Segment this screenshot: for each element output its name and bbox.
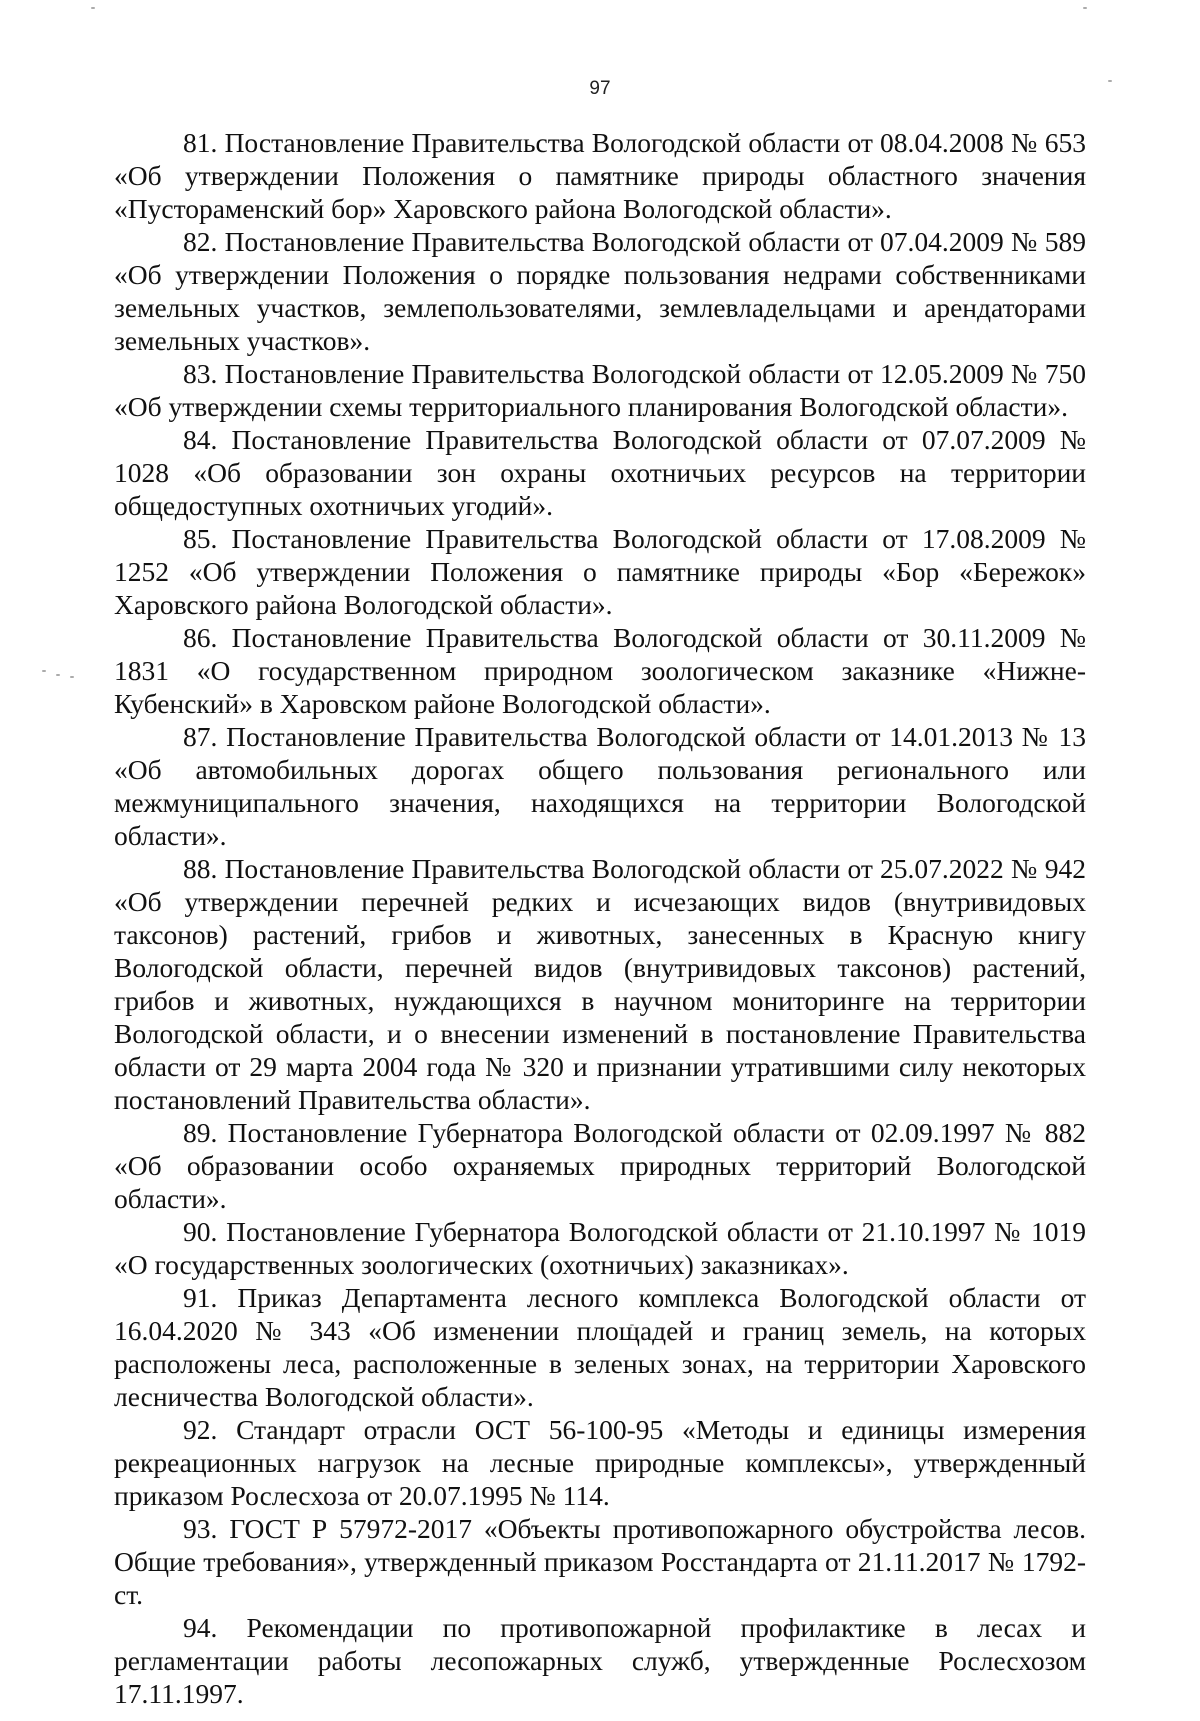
- regulation-text: 89. Постановление Губернатора Вологодской области от 02.09.1997 № 882 «Об образовании особо охраняемых природных территорий Вологодской области».: [114, 1117, 1086, 1214]
- regulation-item-85: [114, 522, 1086, 621]
- regulation-text: 82. Постановление Правительства Вологодской области от 07.04.2009 № 589 «Об утверждении Положения о порядке пользования недрами собственниками земельных участков, землепользователями, землевладельцами и арендаторами земельных участков».: [114, 226, 1086, 356]
- page-number: 97: [589, 78, 611, 99]
- regulation-item-86: [114, 621, 1086, 720]
- regulation-list: [114, 126, 1086, 1710]
- regulation-text: 86. Постановление Правительства Вологодской области от 30.11.2009 № 1831 «О государственном природном зоологическом заказнике «Нижне-Кубенский» в Харовском районе Вологодской области».: [114, 622, 1086, 719]
- regulation-item-94: [114, 1611, 1086, 1710]
- regulation-text: 81. Постановление Правительства Вологодской области от 08.04.2008 № 653 «Об утверждении Положения о памятнике природы областного значения «Пустораменский бор» Харовского района Вологодской области».: [114, 127, 1086, 224]
- regulation-item-93: [114, 1512, 1086, 1611]
- regulation-text: 90. Постановление Губернатора Вологодской области от 21.10.1997 № 1019 «О государственных зоологических (охотничьих) заказниках».: [114, 1216, 1086, 1280]
- scan-dot: [56, 674, 60, 676]
- regulation-text: 91. Приказ Департамента лесного комплекса Вологодской области от 16.04.2020 № 343 «Об изменении площадей и границ земель, на которых расположены леса, расположенные в зеленых зонах, на территории Харовского лесничества Вологодской области».: [114, 1282, 1086, 1412]
- regulation-text: 93. ГОСТ Р 57972-2017 «Объекты противопожарного обустройства лесов. Общие требования», утвержденный приказом Росстандарта от 21.11.2017 № 1792-ст.: [114, 1513, 1086, 1610]
- regulation-item-81: [114, 126, 1086, 225]
- regulation-item-82: [114, 225, 1086, 357]
- regulation-text: 94. Рекомендации по противопожарной профилактике в лесах и регламентации работы лесопожарных служб, утвержденные Рослесхозом 17.11.1997.: [114, 1612, 1086, 1709]
- regulation-item-90: [114, 1215, 1086, 1281]
- regulation-text: 92. Стандарт отрасли ОСТ 56-100-95 «Методы и единицы измерения рекреационных нагрузок на лесные природные комплексы», утвержденный приказом Рослесхоза от 20.07.1995 № 114.: [114, 1414, 1086, 1511]
- scan-dot: [70, 676, 74, 678]
- scan-dot: [91, 7, 95, 9]
- regulation-item-87: [114, 720, 1086, 852]
- regulation-text: 87. Постановление Правительства Вологодской области от 14.01.2013 № 13 «Об автомобильных дорогах общего пользования регионального или межмуниципального значения, находящихся на территории Вологодской области».: [114, 721, 1086, 851]
- regulation-item-92: [114, 1413, 1086, 1512]
- regulation-text: 83. Постановление Правительства Вологодской области от 12.05.2009 № 750 «Об утверждении схемы территориального планирования Вологодской области».: [114, 358, 1086, 422]
- regulation-item-88: [114, 852, 1086, 1116]
- regulation-text: 84. Постановление Правительства Вологодской области от 07.07.2009 № 1028 «Об образовании зон охраны охотничьих ресурсов на территории общедоступных охотничьих угодий».: [114, 424, 1086, 521]
- regulation-item-84: [114, 423, 1086, 522]
- regulation-item-91: [114, 1281, 1086, 1413]
- regulation-text: 88. Постановление Правительства Вологодской области от 25.07.2022 № 942 «Об утверждении перечней редких и исчезающих видов (внутривидовых таксонов) растений, грибов и животных, занесенных в Красную книгу Вологодской области, перечней видов (внутривидовых таксонов) растений, грибов и животных, нуждающихся в научном мониторинге на территории Вологодской области, и о внесении изменений в постановление Правительства области от 29 марта 2004 года № 320 и признании утратившими силу некоторых постановлений Правительства области».: [114, 853, 1086, 1115]
- regulation-item-83: [114, 357, 1086, 423]
- regulation-item-89: [114, 1116, 1086, 1215]
- regulation-text: 85. Постановление Правительства Вологодской области от 17.08.2009 № 1252 «Об утверждении Положения о памятнике природы «Бор «Бережок» Харовского района Вологодской области».: [114, 523, 1086, 620]
- scan-dot: [42, 670, 46, 672]
- scan-dot: [1083, 7, 1087, 9]
